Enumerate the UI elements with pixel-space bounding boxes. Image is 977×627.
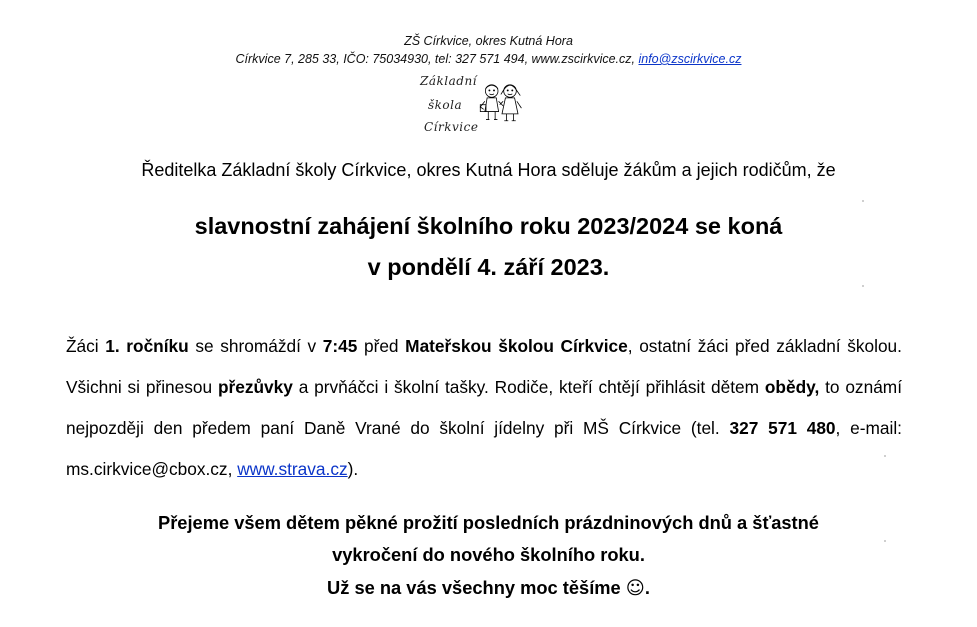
phone-number: 327 571 480 [729,418,836,438]
body-text-6: to oznámí nejpozději den předem paní Daně Vrané do školní jídelny při MŠ Církvice (tel. [66,377,902,438]
closing-line-3 [0,577,977,599]
lunch-label: obědy, [764,377,820,397]
contact-line [0,52,977,66]
body-text-8: , [227,459,238,479]
children-drawing-icon [478,66,558,140]
contact-details: Církvice 7, 285 33, IČO: 75034930, tel: 327 571 494, www.zscirkvice.cz, [235,52,639,66]
body-text-7: , e-mail: [835,418,902,438]
smiley-icon: ☺ [625,578,645,599]
body-text-4: , ostatní žáci před základní školou. Všichni si přinesou [66,336,902,397]
body-text-1: Žáci [66,336,106,356]
closing-period: . [644,577,650,598]
body-text-9: ). [347,459,359,479]
grade-label: 1. ročníku [105,336,189,356]
logo-text-line2: škola [428,98,463,112]
closing-text: Už se na vás všechny moc těšíme [327,577,621,598]
email-link[interactable]: info@zscirkvice.cz [638,52,742,66]
logo-text-line1: Základní [420,74,478,88]
title-line-1: slavnostní zahájení školního roku 2023/2024 se koná [194,213,783,239]
logo-text-line3: Církvice [424,120,479,134]
title-line-2: v pondělí 4. září 2023. [367,254,610,280]
body-text-3: před [357,336,406,356]
body-text-5: a prvňáčci i školní tašky. Rodiče, kteří chtějí přihlásit dětem [292,377,765,397]
closing-line-2: vykročení do nového školního roku. [332,544,645,565]
slippers-label: přezůvky [217,377,293,397]
announcement-paragraph [66,326,902,490]
intro-text: Ředitelka Základní školy Církvice, okres Kutná Hora sděluje žákům a jejich rodičům, že [141,160,836,180]
strava-link[interactable]: www.strava.cz [237,459,348,479]
canteen-email: ms.cirkvice@cbox.cz [66,459,228,479]
gathering-place: Mateřskou školou Církvice [405,336,628,356]
body-text-2: se shromáždí v [188,336,323,356]
gathering-time: 7:45 [322,336,358,356]
school-name: ZŠ Církvice, okres Kutná Hora [404,34,573,48]
closing-line-1: Přejeme všem dětem pěkné prožití posledních prázdninových dnů a šťastné [158,512,819,533]
